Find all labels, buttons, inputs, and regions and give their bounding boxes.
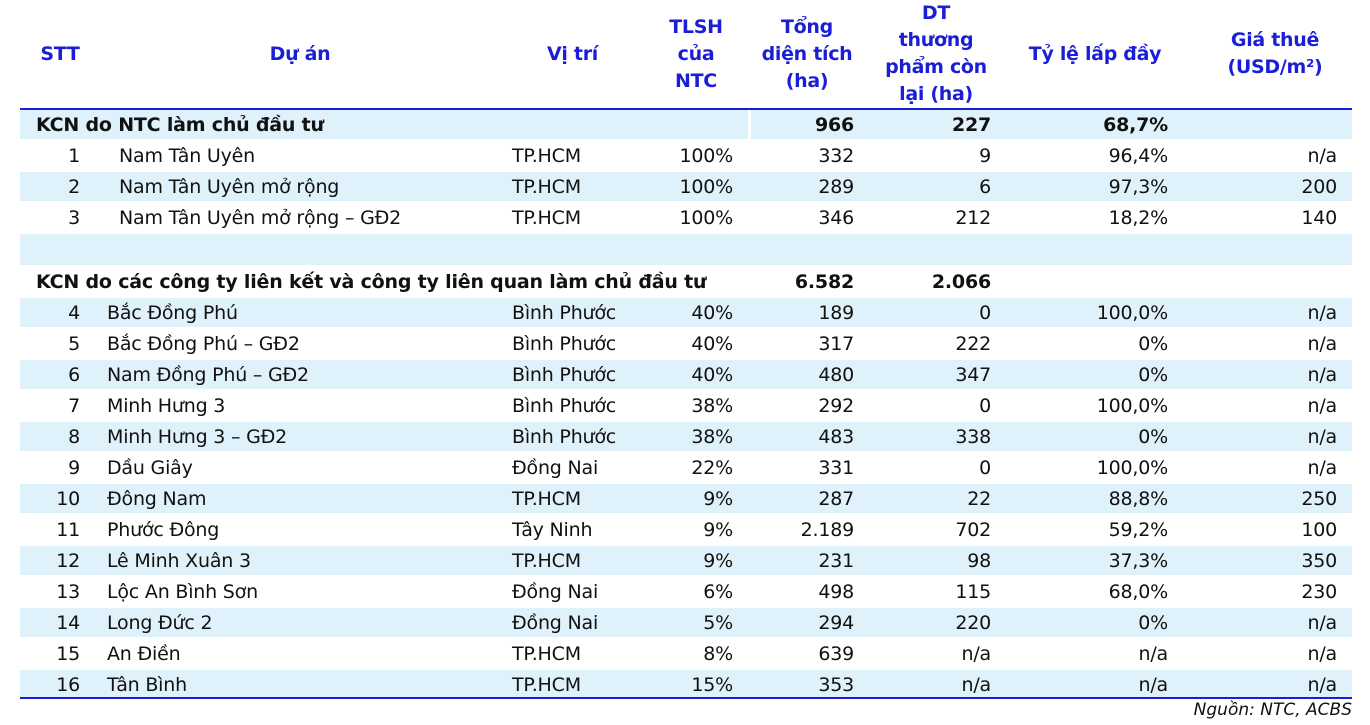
row-total-area: 346 [818,207,854,229]
row-project: Nam Đồng Phú – GĐ2 [107,364,309,386]
row-ownership: 40% [691,302,733,324]
header-stt: STT [40,42,80,65]
table-row [20,515,1352,544]
row-stt: 15 [56,643,80,665]
row-price: 350 [1301,550,1337,572]
table-row [20,298,1352,327]
row-location: Bình Phước [512,333,617,355]
row-ownership: 100% [679,145,733,167]
row-occupancy: 96,4% [1108,145,1168,167]
row-occupancy: 37,3% [1108,550,1168,572]
row-project: Nam Tân Uyên [119,145,255,167]
row-ownership: 5% [703,612,733,634]
row-location: TP.HCM [512,207,581,229]
row-occupancy: 100,0% [1096,457,1168,479]
row-stt: 12 [56,550,80,572]
row-ownership: 40% [691,364,733,386]
header-project: Dự án [269,42,331,65]
row-remaining-area: 338 [955,426,991,448]
table-row [20,670,1352,699]
header-ownership: TLSH của NTC [669,15,723,92]
table-bottom-rule [20,697,1352,699]
row-total-area: 2.189 [800,519,854,541]
row-remaining-area: 98 [967,550,991,572]
row-ownership: 100% [679,207,733,229]
row-total-area: 332 [818,145,854,167]
row-project: Tân Bình [107,674,187,696]
row-project: Đông Nam [107,488,207,510]
section-header-affiliates [20,267,1352,296]
row-stt: 14 [56,612,80,634]
row-total-area: 231 [818,550,854,572]
row-price: n/a [1307,333,1337,355]
row-occupancy: 0% [1138,612,1168,634]
header-total-area: Tổng diện tích (ha) [761,15,853,92]
row-total-area: 480 [818,364,854,386]
row-price: 250 [1301,488,1337,510]
row-total-area: 189 [818,302,854,324]
row-remaining-area: 702 [955,519,991,541]
header-price: Giá thuê (USD/m²) [1227,29,1323,78]
source-note: Nguồn: NTC, ACBS [1193,700,1352,720]
row-project: Lộc An Bình Sơn [107,581,258,603]
row-ownership: 9% [703,550,733,572]
row-location: TP.HCM [512,643,581,665]
row-stt: 5 [68,333,80,355]
row-project: Lê Minh Xuân 3 [107,550,251,572]
table-row [20,172,1352,201]
row-remaining-area: 220 [955,612,991,634]
row-occupancy: 97,3% [1108,176,1168,198]
row-total-area: 639 [818,643,854,665]
table-row [20,577,1352,606]
row-occupancy: 100,0% [1096,395,1168,417]
row-price: 140 [1301,207,1337,229]
row-stt: 7 [68,395,80,417]
row-remaining-area: 115 [955,581,991,603]
row-stt: 9 [68,457,80,479]
row-total-area: 353 [818,674,854,696]
row-project: An Điền [107,643,181,665]
row-project: Long Đức 2 [107,612,213,634]
row-ownership: 6% [703,581,733,603]
row-price: n/a [1307,457,1337,479]
row-project: Nam Tân Uyên mở rộng [119,176,340,198]
table-row [20,639,1352,668]
row-occupancy: 100,0% [1096,302,1168,324]
row-total-area: 294 [818,612,854,634]
row-remaining-area: 0 [979,457,991,479]
row-remaining-area: 9 [979,145,991,167]
row-stt: 3 [68,207,80,229]
row-price: 100 [1301,519,1337,541]
table-row [20,141,1352,170]
row-location: Bình Phước [512,426,617,448]
row-location: TP.HCM [512,176,581,198]
table-row [20,484,1352,513]
row-project: Nam Tân Uyên mở rộng – GĐ2 [119,207,402,229]
row-location: Đồng Nai [512,457,599,479]
section-remaining-area: 227 [951,114,991,136]
section-spacer [20,234,1352,265]
row-location: Tây Ninh [512,519,593,541]
row-stt: 4 [68,302,80,324]
row-location: Bình Phước [512,302,617,324]
row-total-area: 317 [818,333,854,355]
row-price: n/a [1307,364,1337,386]
table-row [20,329,1352,358]
row-location: TP.HCM [512,674,581,696]
row-price: n/a [1307,302,1337,324]
row-ownership: 15% [691,674,733,696]
table-row [20,608,1352,637]
row-total-area: 287 [818,488,854,510]
row-stt: 11 [56,519,80,541]
section-occupancy: 68,7% [1103,114,1168,136]
row-stt: 8 [68,426,80,448]
row-project: Dầu Giây [107,457,193,479]
row-total-area: 331 [818,457,854,479]
row-price: n/a [1307,395,1337,417]
row-price: n/a [1307,426,1337,448]
section-total-area: 966 [814,114,854,136]
section-title: KCN do NTC làm chủ đầu tư [36,114,324,136]
table-body [20,110,1352,701]
row-remaining-area: 222 [955,333,991,355]
row-location: Bình Phước [512,364,617,386]
row-location: TP.HCM [512,145,581,167]
row-price: n/a [1307,145,1337,167]
row-project: Minh Hưng 3 – GĐ2 [107,426,288,448]
row-remaining-area: 347 [955,364,991,386]
row-stt: 2 [68,176,80,198]
row-total-area: 483 [818,426,854,448]
table-row [20,203,1352,232]
row-stt: 16 [56,674,80,696]
section-total-area: 6.582 [794,271,854,293]
row-remaining-area: n/a [961,643,991,665]
row-location: Bình Phước [512,395,617,417]
row-ownership: 40% [691,333,733,355]
row-location: Đồng Nai [512,581,599,603]
table-row [20,453,1352,482]
row-ownership: 38% [691,395,733,417]
section-title: KCN do các công ty liên kết và công ty liên quan làm chủ đầu tư [36,271,707,293]
row-stt: 1 [68,145,80,167]
row-occupancy: 18,2% [1108,207,1168,229]
table-row [20,391,1352,420]
table-row [20,422,1352,451]
row-ownership: 8% [703,643,733,665]
row-price: n/a [1307,674,1337,696]
row-remaining-area: n/a [961,674,991,696]
row-occupancy: n/a [1138,643,1168,665]
row-location: TP.HCM [512,550,581,572]
row-occupancy: 0% [1138,364,1168,386]
header-location: Vị trí [547,42,598,65]
row-occupancy: 68,0% [1108,581,1168,603]
row-location: Đồng Nai [512,612,599,634]
row-total-area: 292 [818,395,854,417]
row-ownership: 22% [691,457,733,479]
header-occupancy: Tỷ lệ lấp đầy [1028,42,1162,65]
row-total-area: 498 [818,581,854,603]
row-project: Bắc Đồng Phú [107,302,238,324]
row-stt: 10 [56,488,80,510]
row-price: 200 [1301,176,1337,198]
row-total-area: 289 [818,176,854,198]
row-stt: 13 [56,581,80,603]
row-remaining-area: 0 [979,395,991,417]
row-project: Phước Đông [107,519,220,541]
row-price: n/a [1307,612,1337,634]
section-header-ntc [20,110,1352,139]
row-price: 230 [1301,581,1337,603]
row-remaining-area: 6 [979,176,991,198]
row-stt: 6 [68,364,80,386]
row-remaining-area: 22 [967,488,991,510]
row-occupancy: n/a [1138,674,1168,696]
row-price: n/a [1307,643,1337,665]
row-location: TP.HCM [512,488,581,510]
table-header [20,0,1352,110]
header-remaining-area: DT thương phẩm còn lại (ha) [885,2,987,105]
row-ownership: 100% [679,176,733,198]
table-row [20,546,1352,575]
table-row [20,360,1352,389]
row-project: Bắc Đồng Phú – GĐ2 [107,333,300,355]
row-remaining-area: 0 [979,302,991,324]
row-ownership: 38% [691,426,733,448]
row-occupancy: 88,8% [1108,488,1168,510]
row-project: Minh Hưng 3 [107,395,226,417]
section-remaining-area: 2.066 [931,271,991,293]
row-occupancy: 59,2% [1108,519,1168,541]
row-ownership: 9% [703,488,733,510]
row-ownership: 9% [703,519,733,541]
row-occupancy: 0% [1138,333,1168,355]
row-remaining-area: 212 [955,207,991,229]
row-occupancy: 0% [1138,426,1168,448]
